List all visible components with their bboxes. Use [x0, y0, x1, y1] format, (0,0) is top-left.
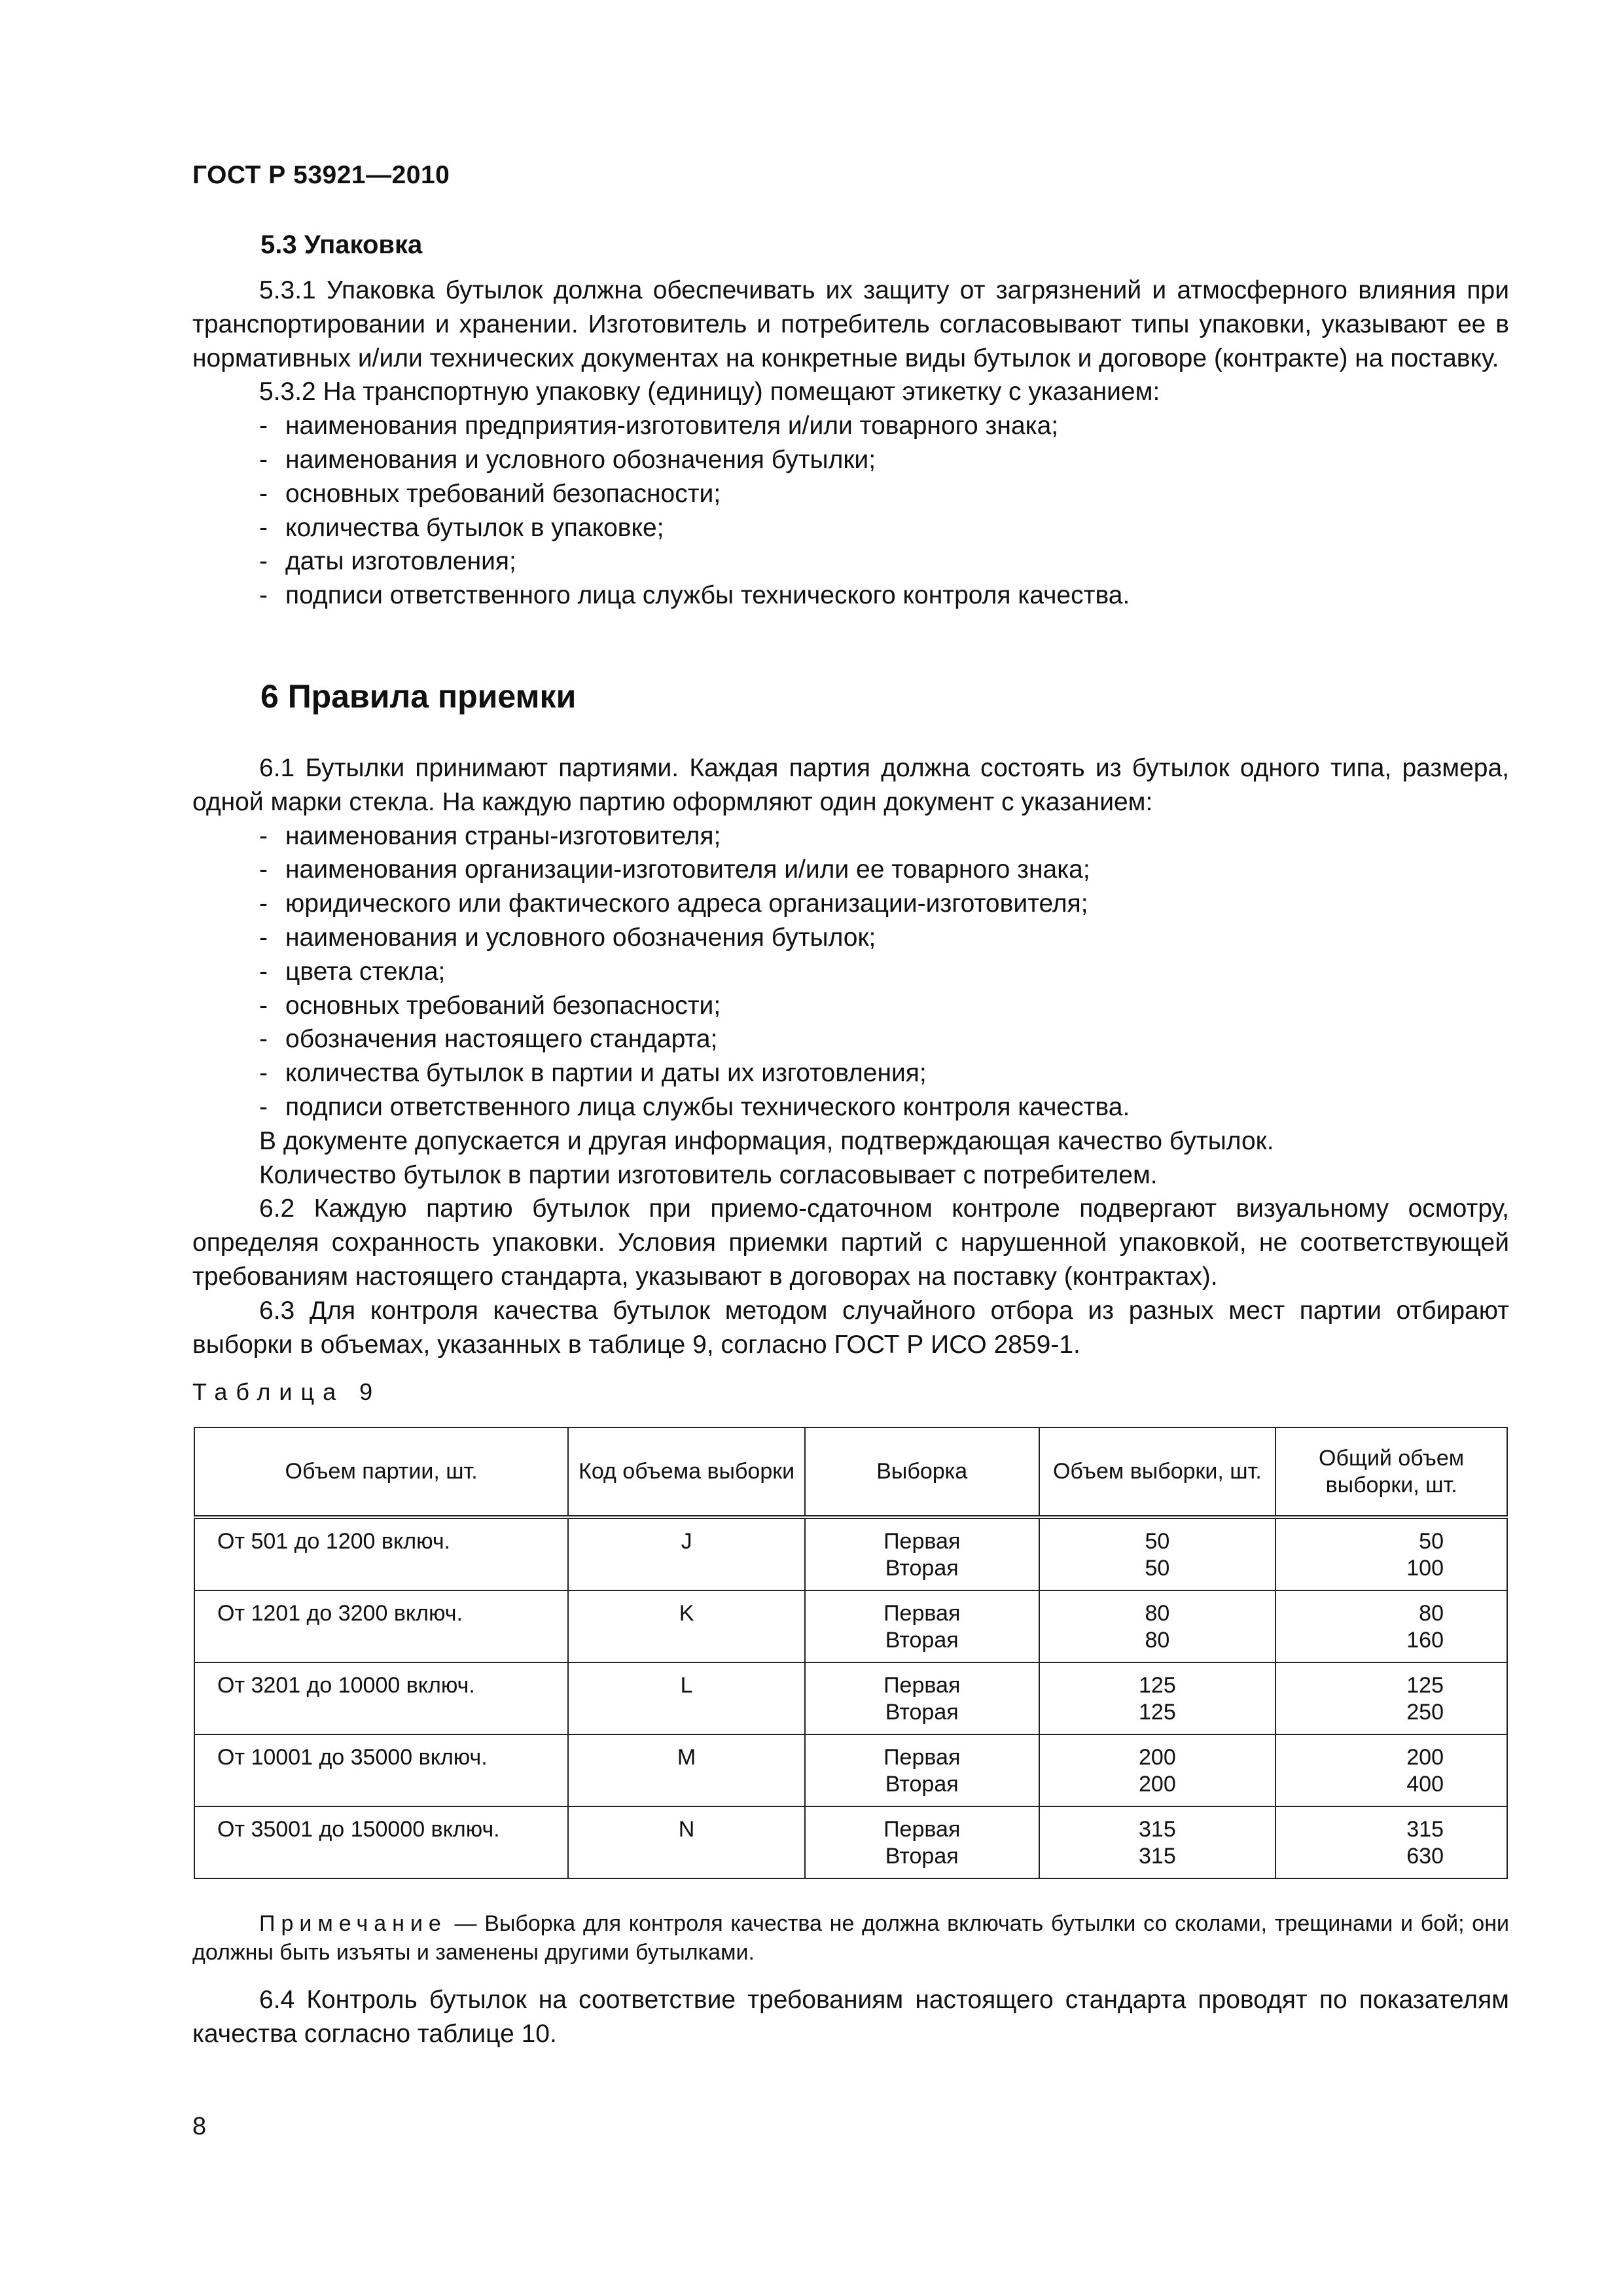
sample-size-cell: 315 315: [1039, 1806, 1276, 1878]
lot-volume-cell: От 10001 до 35000 включ.: [194, 1734, 568, 1806]
total-sample-cell: 80 160: [1275, 1590, 1507, 1662]
total-sample-cell: 200 400: [1275, 1734, 1507, 1806]
table-9-caption: Таблица 9: [192, 1378, 382, 1405]
total-sample-cell: 315 630: [1275, 1806, 1507, 1878]
sample-code-cell: J: [568, 1517, 805, 1590]
sample-size-cell: 125 125: [1039, 1662, 1276, 1734]
lot-volume-cell: От 35001 до 150000 включ.: [194, 1806, 568, 1878]
table-row: [194, 1806, 1507, 1878]
section-6-body: [192, 751, 1509, 1361]
sample-code-cell: L: [568, 1662, 805, 1734]
table-row: [194, 1662, 1507, 1734]
section-6-4-body: [192, 1983, 1509, 2051]
list-item: - наименования страны-изготовителя;: [259, 821, 721, 850]
section-5-3-heading: 5.3 Упаковка: [260, 230, 423, 259]
column-header: Код объема выборки: [568, 1427, 805, 1517]
table-note: [192, 1909, 1509, 1967]
label-requirements-list: [192, 409, 1509, 613]
paragraph-6-2: 6.2 Каждую партию бутылок при приемо-сдаточном контроле подвергают визуальному осмотру, определяя сохранность упаковки. Условия приемки партий с нарушенной упаковкой, не соответствующей требованиям настоящего стандарта, указывают в договорах на поставку (контрактах).: [192, 1194, 1509, 1291]
sample-size-cell: 50 50: [1039, 1517, 1276, 1590]
sample-code-cell: K: [568, 1590, 805, 1662]
table-row: [194, 1517, 1507, 1590]
sample-code-cell: N: [568, 1806, 805, 1878]
paragraph-extra-info: В документе допускается и другая информация, подтверждающая качество бутылок.: [259, 1126, 1274, 1155]
paragraph-6-1: 6.1 Бутылки принимают партиями. Каждая партия должна состоять из бутылок одного типа, размера, одной марки стекла. На каждую партию оформляют один документ с указанием:: [192, 754, 1509, 816]
sample-cell: Первая Вторая: [805, 1662, 1039, 1734]
list-item: - цвета стекла;: [259, 957, 446, 986]
total-sample-cell: 125 250: [1275, 1662, 1507, 1734]
sample-size-cell: 80 80: [1039, 1590, 1276, 1662]
table-row: [194, 1590, 1507, 1662]
list-item: - количества бутылок в упаковке;: [259, 513, 664, 542]
list-item: - количества бутылок в партии и даты их изготовления;: [259, 1059, 927, 1088]
paragraph-5-3-1: 5.3.1 Упаковка бутылок должна обеспечивать их защиту от загрязнений и атмосферного влияния при транспортировании и хранении. Изготовитель и потребитель согласовывают типы упаковки, указывают ее в нормативных и/или технических документах на конкретные виды бутылок и договоре (контракте) на поставку.: [192, 276, 1509, 372]
list-item: - наименования предприятия-изготовителя и/или товарного знака;: [259, 412, 1059, 440]
list-item: - даты изготовления;: [259, 547, 516, 576]
note-text: — Выборка для контроля качества не должна включать бутылки со сколами, трещинами и бой; они должны быть изъяты и заменены другими бутылками.: [192, 1911, 1509, 1965]
paragraph-6-3: 6.3 Для контроля качества бутылок методом случайного отбора из разных мест партии отбирают выборки в объемах, указанных в таблице 9, согласно ГОСТ Р ИСО 2859-1.: [192, 1296, 1509, 1359]
table-header-row: [194, 1427, 1507, 1517]
column-header: Объем партии, шт.: [194, 1427, 568, 1517]
column-header: Объем выборки, шт.: [1039, 1427, 1276, 1517]
list-item: - подписи ответственного лица службы технического контроля качества.: [259, 1092, 1130, 1121]
sample-cell: Первая Вторая: [805, 1590, 1039, 1662]
list-item: - наименования и условного обозначения бутылки;: [259, 445, 876, 474]
lot-volume-cell: От 501 до 1200 включ.: [194, 1517, 568, 1590]
table-9: [194, 1427, 1508, 1879]
note-label: Примечание: [259, 1911, 447, 1936]
section-6-heading: 6 Правила приемки: [260, 678, 577, 715]
sample-cell: Первая Вторая: [805, 1734, 1039, 1806]
document-requirements-list: [192, 819, 1509, 1124]
list-item: - основных требований безопасности;: [259, 479, 721, 508]
list-item: - наименования организации-изготовителя и/или ее товарного знака;: [259, 855, 1090, 884]
list-item: - основных требований безопасности;: [259, 991, 721, 1020]
sample-code-cell: M: [568, 1734, 805, 1806]
column-header: Выборка: [805, 1427, 1039, 1517]
lot-volume-cell: От 3201 до 10000 включ.: [194, 1662, 568, 1734]
paragraph-quantity: Количество бутылок в партии изготовитель согласовывает с потребителем.: [259, 1160, 1158, 1189]
sample-size-cell: 200 200: [1039, 1734, 1276, 1806]
list-item: - юридического или фактического адреса организации-изготовителя;: [259, 889, 1088, 918]
page-number: 8: [192, 2113, 207, 2140]
column-header: Общий объем выборки, шт.: [1275, 1427, 1507, 1517]
list-item: - наименования и условного обозначения бутылок;: [259, 923, 876, 952]
paragraph-6-4: 6.4 Контроль бутылок на соответствие требованиям настоящего стандарта проводят по показателям качества согласно таблице 10.: [192, 1986, 1509, 2048]
paragraph-5-3-2: 5.3.2 На транспортную упаковку (единицу) помещают этикетку с указанием:: [259, 378, 1160, 406]
document-code-header: ГОСТ Р 53921—2010: [192, 161, 450, 189]
section-5-3-body: [192, 274, 1509, 613]
table-row: [194, 1734, 1507, 1806]
list-item: - подписи ответственного лица службы технического контроля качества.: [259, 581, 1130, 610]
sample-cell: Первая Вторая: [805, 1517, 1039, 1590]
lot-volume-cell: От 1201 до 3200 включ.: [194, 1590, 568, 1662]
sample-cell: Первая Вторая: [805, 1806, 1039, 1878]
total-sample-cell: 50 100: [1275, 1517, 1507, 1590]
list-item: - обозначения настоящего стандарта;: [259, 1025, 718, 1054]
